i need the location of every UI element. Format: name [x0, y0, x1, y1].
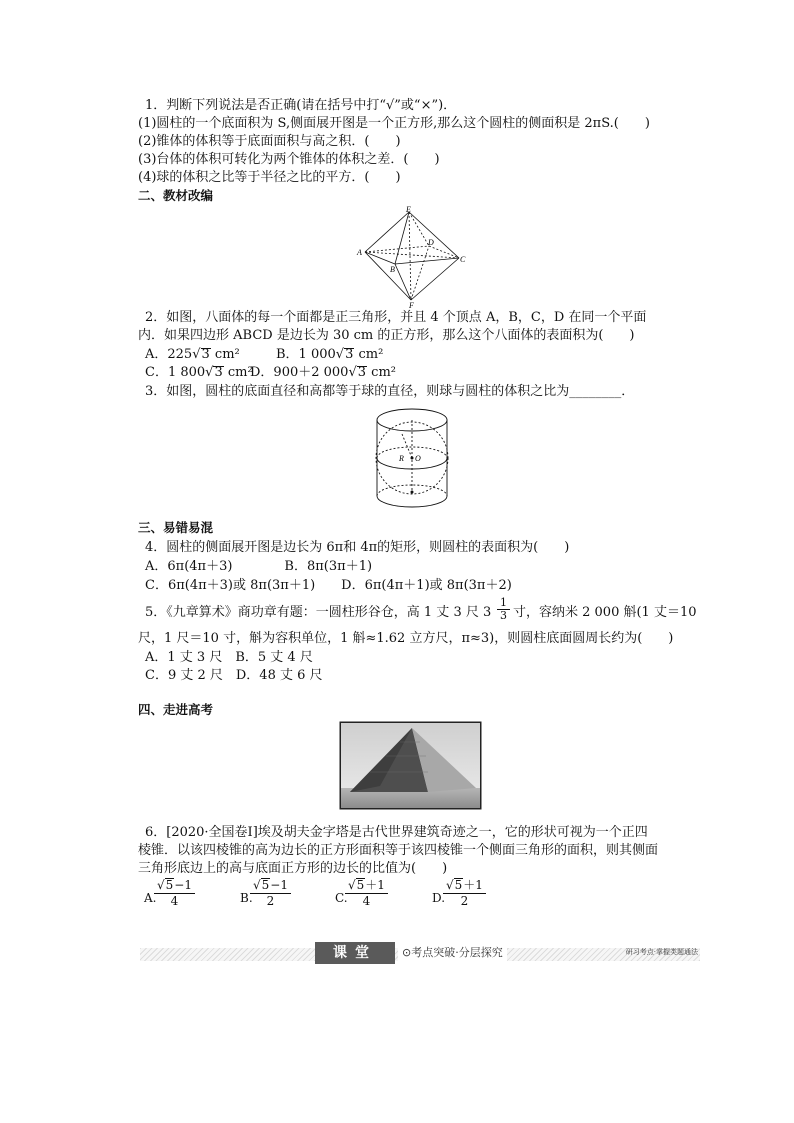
q1-stem: 1．判断下列说法是否正确(请在括号中打“√”或“×”)． — [145, 98, 457, 113]
octahedron-figure — [355, 204, 467, 310]
q4-options-ab: A．6π(4π＋3) B．8π(3π＋1) — [145, 559, 373, 574]
q6-option-d-label: D. — [432, 891, 446, 905]
section-heading-2: 二、教材改编 — [138, 188, 214, 203]
q5-options-cd: C．9 丈 2 尺 D．48 丈 6 尺 — [145, 668, 323, 683]
label-B: B — [390, 265, 395, 274]
banner-right-caption: 研习考点·掌握类题通法 — [625, 948, 698, 956]
section-heading-3: 三、易错易混 — [138, 520, 214, 535]
q6-line-1: 6．[2020·全国卷Ⅰ]埃及胡夫金字塔是古代世界建筑奇迹之一，它的形状可视为一个正四 — [145, 825, 648, 840]
q6-option-c-label: C. — [335, 891, 348, 905]
q6-option-a-fraction: $\frac{√5-1}{4}$ — [154, 878, 195, 909]
q6-line-2: 棱锥．以该四棱锥的高为边长的正方形面积等于该四棱锥一个侧面三角形的面积，则其侧面 — [138, 843, 659, 858]
q6-option-b-fraction: $\frac{√5-1}{2}$ — [250, 878, 291, 909]
q6-line-3: 三角形底边上的高与底面正方形的边长的比值为( ) — [138, 861, 448, 876]
pyramid-photo — [340, 722, 481, 809]
label-F: F — [409, 301, 414, 310]
q5-options-ab: A．1 丈 3 尺 B．5 丈 4 尺 — [145, 650, 313, 665]
q1-item-2: (2)锥体的体积等于底面面积与高之积．( ) — [138, 134, 401, 149]
q1-item-3: (3)台体的体积可转化为两个锥体的体积之差．( ) — [138, 152, 440, 167]
label-D: D — [428, 238, 434, 247]
label-R: R — [399, 454, 404, 463]
cylinder-sphere-figure — [372, 404, 452, 514]
q1-item-1: (1)圆柱的一个底面积为 S,侧面展开图是一个正方形,那么这个圆柱的侧面积是 2πS.( ) — [138, 116, 650, 131]
q2-line-1: 2．如图，八面体的每一个面都是正三角形，并且 4 个顶点 A，B，C，D 在同一个平面 — [145, 310, 647, 325]
q6-option-c-fraction: $\frac{√5+1}{4}$ — [345, 878, 388, 909]
label-A: A — [357, 248, 362, 257]
q3-text: 3．如图，圆柱的底面直径和高都等于球的直径，则球与圆柱的体积之比为________． — [145, 384, 635, 399]
q6-option-b-label: B. — [240, 891, 253, 905]
q6-option-a-label: A. — [144, 891, 157, 905]
q4-text: 4．圆柱的侧面展开图是边长为 6π和 4π的矩形，则圆柱的表面积为( ) — [145, 540, 570, 555]
q4-options-cd: C．6π(4π＋3)或 8π(3π＋1) D．6π(4π＋1)或 8π(3π＋2) — [145, 578, 512, 593]
q6-option-d-fraction: $\frac{√5+1}{2}$ — [443, 878, 486, 909]
label-C: C — [460, 255, 466, 264]
q5-line-1-pre: 5．《九章算术》商功章有题：一圆柱形谷仓，高 1 丈 3 尺 3 — [145, 605, 492, 620]
q1-item-4: (4)球的体积之比等于半径之比的平方．( ) — [138, 170, 401, 185]
q2-option-d: D．900＋2 000√3 cm² — [250, 365, 396, 380]
q2-option-b: B．1 000√3 cm² — [276, 347, 384, 362]
q5-line-2: 尺，1 尺＝10 寸，斛为容积单位，1 斛≈1.62 立方尺，π≈3)，则圆柱底面圆周长约为( ) — [138, 631, 674, 646]
q5-fraction: $\frac{1}{3}$ — [497, 597, 510, 622]
classroom-banner — [140, 942, 700, 967]
q2-option-c: C．1 800√3 cm² — [145, 365, 253, 380]
q2-option-a: A．225√3 cm² — [145, 347, 240, 362]
q2-line-2: 内．如果四边形 ABCD 是边长为 30 cm 的正方形，那么这个八面体的表面积为( ) — [138, 328, 635, 343]
banner-tag: 课堂 — [315, 942, 395, 964]
q5-line-1-post: 寸，容纳米 2 000 斛(1 丈＝10 — [513, 605, 697, 620]
label-O: O — [415, 454, 421, 463]
section-heading-4: 四、走进高考 — [138, 702, 214, 717]
label-E: E — [406, 205, 411, 214]
banner-subtitle: ⊙考点突破·分层探究 — [398, 945, 507, 961]
